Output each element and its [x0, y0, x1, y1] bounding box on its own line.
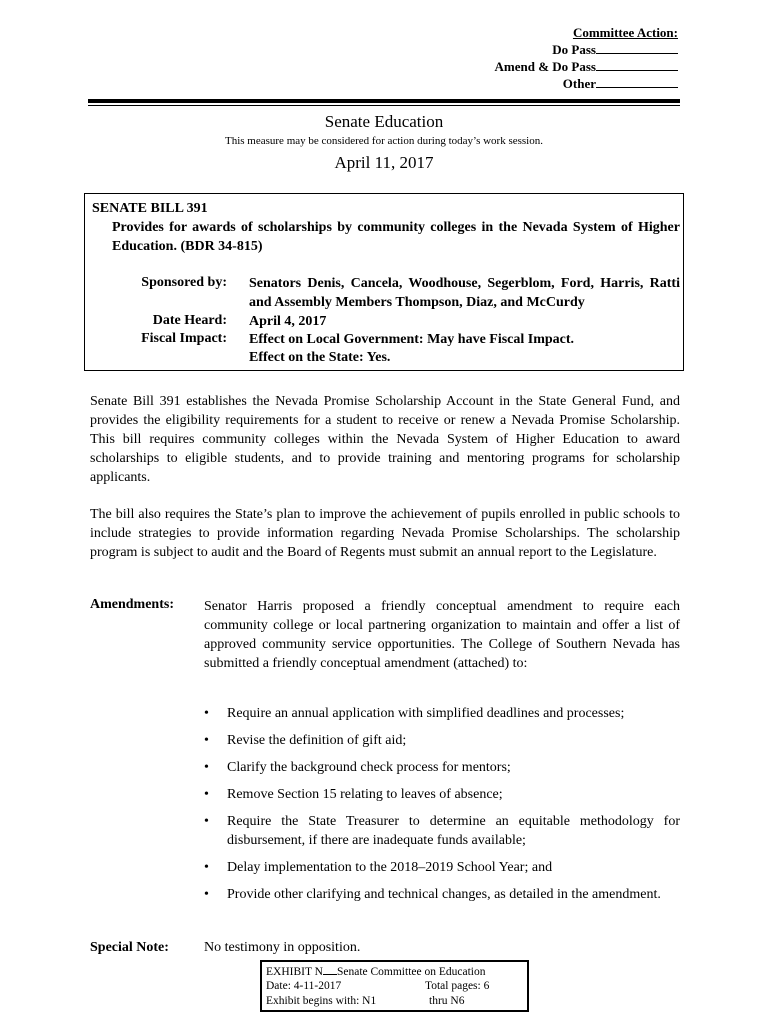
special-note-text: No testimony in opposition. [204, 940, 361, 955]
do-pass-blank [596, 42, 678, 54]
exhibit-begins: Exhibit begins with: N1 [266, 995, 377, 1007]
bullet-icon: • [204, 787, 209, 802]
bill-title: SENATE BILL 391 [92, 201, 208, 216]
exhibit-thru: thru N6 [429, 995, 465, 1007]
option-do-pass: Do Pass [495, 41, 678, 58]
list-item: • Provide other clarifying and technical changes, as detailed in the amendment. [204, 887, 661, 902]
fiscal-impact-local: Effect on Local Government: May have Fiscal Impact. [249, 332, 575, 347]
sponsored-value: Senators Denis, Cancela, Woodhouse, Segerblom, Ford, Harris, Ratti and Assembly Members Thompson, Diaz, and McCurdy [249, 276, 680, 310]
committee-action-block [495, 24, 678, 92]
amendments-label: Amendments: [90, 597, 174, 612]
amend-do-pass-blank [596, 59, 678, 71]
header-rule-thin [88, 105, 680, 106]
list-item: • Remove Section 15 relating to leaves of absence; [204, 787, 503, 802]
bullet-icon: • [204, 733, 209, 748]
exhibit-total-pages: Total pages: 6 [425, 980, 490, 992]
amendment-list [204, 704, 680, 912]
bullet-icon: • [204, 760, 209, 775]
body-paragraph-2: The bill also requires the State’s plan to improve the achievement of pupils enrolled in public schools to include strategies to provide information regarding Nevada Promise Scholarships. The scholarship program is subject to audit and the Board of Regents must submit an annual report to the Legislature. [90, 507, 680, 560]
option-amend-do-pass: Amend & Do Pass [495, 58, 678, 75]
list-item: • Clarify the background check process for mentors; [204, 760, 511, 775]
header-rule-thick [88, 99, 680, 103]
amendments-text: Senator Harris proposed a friendly conceptual amendment to require each community college or local partnering organization to maintain and offer a list of approved community service opportunities. The College of Southern Nevada has submitted a friendly conceptual amendment (attached) to: [204, 599, 680, 671]
sponsored-label: Sponsored by: [141, 275, 227, 290]
fiscal-impact-label: Fiscal Impact: [141, 331, 227, 346]
exhibit-id: EXHIBIT N [266, 966, 323, 978]
committee-name: Senate Education [324, 112, 444, 131]
list-item: • Delay implementation to the 2018–2019 School Year; and [204, 860, 553, 875]
date-heard-label: Date Heard: [152, 313, 227, 328]
bullet-icon: • [204, 814, 209, 829]
committee-action-title: Committee Action: [572, 25, 678, 40]
special-note-label: Special Note: [90, 940, 169, 955]
list-item: • Require an annual application with simplified deadlines and processes; [204, 706, 625, 721]
body-paragraph-1: Senate Bill 391 establishes the Nevada Promise Scholarship Account in the State General Fund, and provides the eligibility requirements for a student to receive or renew a Nevada Promise Scholarship. This bill requires community colleges within the Nevada System of Higher Education to award scholarships to eligible students, and to provide training and mentoring programs for scholarship applicants. [90, 394, 680, 485]
bill-description: Provides for awards of scholarships by community colleges in the Nevada System of Higher Education. (BDR 34-815) [112, 220, 680, 254]
other-blank [596, 76, 678, 88]
option-other: Other [495, 75, 678, 92]
date-heard-value: April 4, 2017 [249, 314, 327, 329]
bullet-icon: • [204, 887, 209, 902]
bullet-icon: • [204, 706, 209, 721]
list-item: • Require the State Treasurer to determine an equitable methodology for disbursement, if there are inadequate funds available; [204, 814, 680, 848]
fiscal-impact-state: Effect on the State: Yes. [249, 350, 391, 365]
exhibit-stamp [260, 960, 529, 1012]
work-session-note: This measure may be considered for action during today’s work session. [224, 135, 543, 147]
meeting-date: April 11, 2017 [334, 153, 434, 172]
list-item: • Revise the definition of gift aid; [204, 733, 407, 748]
exhibit-committee: Senate Committee on Education [336, 966, 486, 978]
exhibit-date: Date: 4-11-2017 [266, 980, 342, 992]
bullet-icon: • [204, 860, 209, 875]
